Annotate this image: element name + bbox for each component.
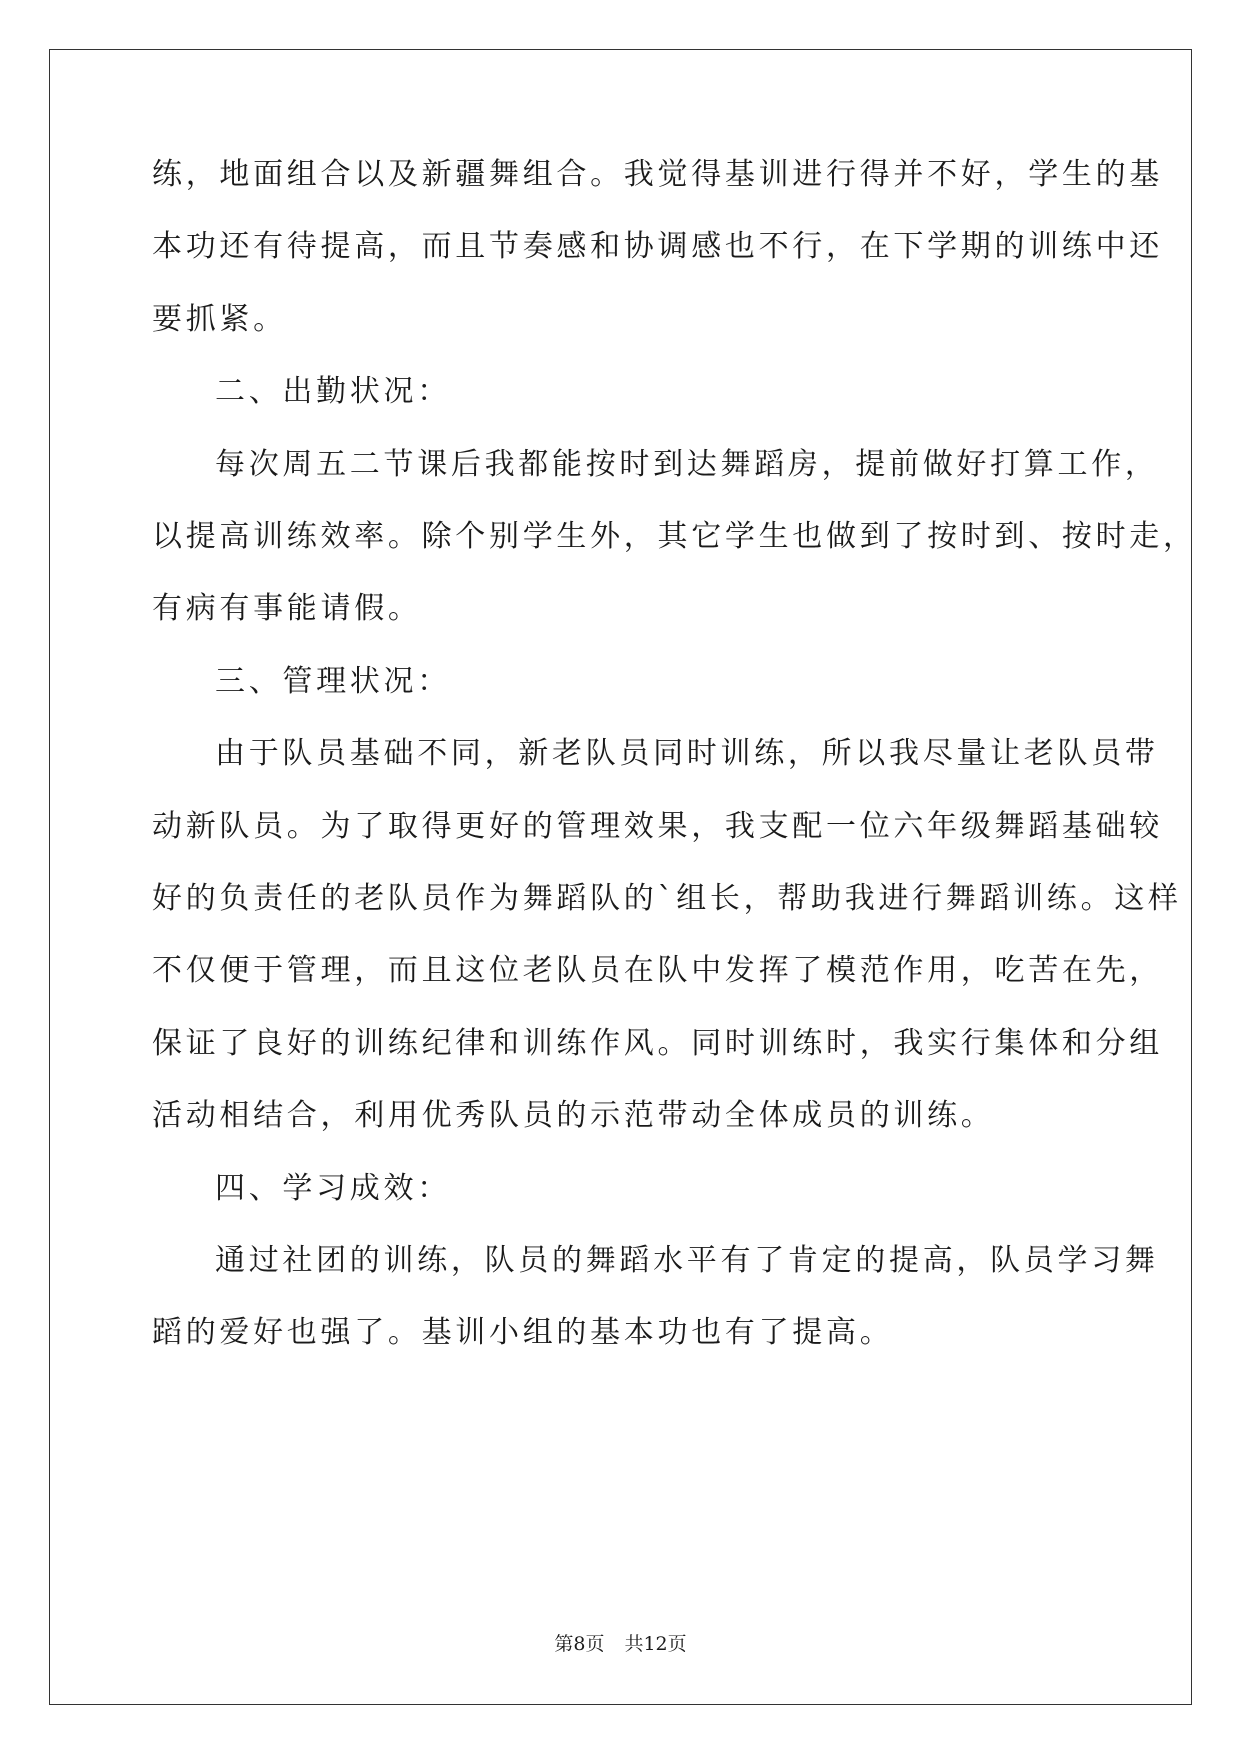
page-number: 第8页 — [554, 1633, 605, 1655]
paragraph-line: 以提高训练效率。除个别学生外，其它学生也做到了按时到、按时走， — [152, 519, 1197, 554]
paragraph-line: 有病有事能请假。 — [152, 591, 422, 626]
page-footer — [0, 1632, 1241, 1656]
paragraph-line: 通过社团的训练，队员的舞蹈水平有了肯定的提高，队员学习舞 — [215, 1243, 1159, 1278]
paragraph-line: 好的负责任的老队员作为舞蹈队的`组长，帮助我进行舞蹈训练。这样 — [152, 881, 1182, 916]
paragraph-line: 每次周五二节课后我都能按时到达舞蹈房，提前做好打算工作， — [215, 447, 1159, 482]
page-border — [49, 49, 1192, 1705]
paragraph-line: 不仅便于管理，而且这位老队员在队中发挥了模范作用，吃苦在先， — [152, 953, 1163, 988]
total-pages: 共12页 — [624, 1633, 687, 1655]
paragraph-line: 蹈的爱好也强了。基训小组的基本功也有了提高。 — [152, 1315, 894, 1350]
section-heading: 四、学习成效： — [215, 1171, 451, 1206]
paragraph-line: 保证了良好的训练纪律和训练作风。同时训练时，我实行集体和分组 — [152, 1026, 1163, 1061]
paragraph-line: 要抓紧。 — [152, 302, 287, 337]
paragraph-line: 练，地面组合以及新疆舞组合。我觉得基训进行得并不好，学生的基 — [152, 157, 1163, 192]
paragraph-line: 本功还有待提高，而且节奏感和协调感也不行，在下学期的训练中还 — [152, 229, 1163, 264]
section-heading: 三、管理状况： — [215, 664, 451, 699]
paragraph-line: 由于队员基础不同，新老队员同时训练，所以我尽量让老队员带 — [215, 736, 1159, 771]
paragraph-line: 活动相结合，利用优秀队员的示范带动全体成员的训练。 — [152, 1098, 995, 1133]
paragraph-line: 动新队员。为了取得更好的管理效果，我支配一位六年级舞蹈基础较 — [152, 809, 1163, 844]
section-heading: 二、出勤状况： — [215, 374, 451, 409]
